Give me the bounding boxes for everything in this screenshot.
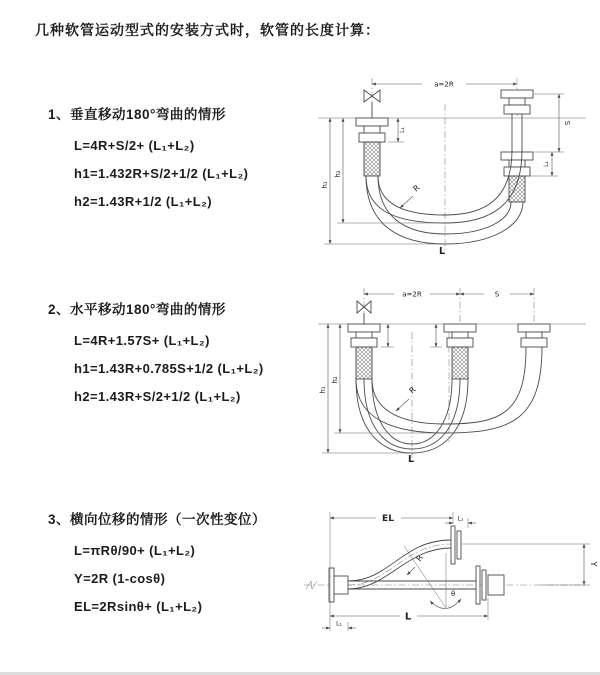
dim-label-h2: h₂ [334, 170, 342, 178]
dim-label-r: R [411, 183, 422, 194]
dim-label-l1-left: L₁ [336, 620, 342, 628]
formula-line: L=πRθ/90+ (L₁+L₂) [74, 543, 196, 558]
hose-s-curve [348, 540, 451, 589]
dim-label-s: S [563, 120, 571, 126]
dim-label-theta: θ [451, 590, 456, 598]
dim-label-l1-left: L₁ [399, 127, 406, 133]
diagram-3-drawing [300, 498, 598, 643]
dim-label-l: L [439, 246, 446, 257]
hose-curves [366, 150, 523, 244]
angle-line [404, 546, 446, 608]
section-heading-3: 3、横向位移的情形（一次性变位） [48, 512, 267, 527]
formula-line: Y=2R (1-cosθ) [74, 571, 166, 586]
dim-label-r: R [407, 385, 418, 396]
dim-label-s: S [494, 290, 500, 299]
dim-label-l1-top: L₁ [457, 515, 464, 523]
formula-line: L=4R+S/2+ (L₁+L₂) [74, 138, 195, 153]
dim-label-r: R [414, 553, 426, 564]
dim-label-h1: h₁ [321, 181, 329, 189]
diagram-horizontal-180-bend [312, 282, 592, 464]
formula-block-1 [74, 132, 248, 216]
formula-block-2 [74, 327, 264, 411]
flange-connector-right-upper [501, 90, 533, 152]
formula-line: L=4R+1.57S+ (L₁+L₂) [74, 333, 210, 348]
section-heading-2: 2、水平移动180°弯曲的情形 [48, 302, 226, 317]
dim-label-h2: h₂ [331, 376, 339, 384]
dim-label-el: EL [382, 514, 394, 524]
diagram-2-drawing [312, 282, 592, 464]
flange-connector-right-lower [501, 152, 533, 202]
formula-line: h1=1.432R+S/2+1/2 (L₁+L₂) [74, 166, 249, 181]
flange-connector-right [518, 324, 550, 347]
diagram-lateral-displacement [300, 498, 598, 643]
radius-arrow [396, 399, 409, 411]
radius-arrow [400, 196, 413, 208]
formula-line: h2=1.43R+1/2 (L₁+L₂) [74, 194, 213, 209]
flange-connector-left [329, 568, 348, 602]
diagram-vertical-180-bend [312, 70, 592, 258]
dim-label-h1: h₁ [319, 386, 327, 394]
flange-connector-left [348, 324, 380, 379]
section-lateral-displacement [48, 508, 266, 621]
section-heading-1: 1、垂直移动180°弯曲的情形 [48, 107, 226, 122]
dim-label-l1-right: L₁ [543, 161, 550, 167]
section-horizontal-movement [48, 298, 264, 411]
radius-arrow [407, 567, 415, 575]
formula-line: h2=1.43R+S/2+1/2 (L₁+L₂) [74, 389, 241, 404]
dim-label-a2r: a=2R [434, 80, 454, 89]
flange-connector-right [476, 566, 504, 604]
dim-label-a2r: a=2R [402, 290, 422, 299]
diagram-1-drawing [312, 70, 592, 258]
dim-label-l: L [408, 454, 415, 465]
section-vertical-movement [48, 103, 248, 216]
formula-block-3 [74, 537, 266, 621]
formula-line: h1=1.43R+0.785S+1/2 (L₁+L₂) [74, 361, 264, 376]
page-title: 几种软管运动型式的安装方式时，软管的长度计算： [35, 22, 380, 38]
dim-label-l: L [404, 611, 412, 623]
formula-line: EL=2Rsinθ+ (L₁+L₂) [74, 599, 203, 614]
dim-label-y: Y [589, 561, 598, 567]
flange-connector-upper [451, 526, 461, 564]
flange-connector-left [356, 118, 388, 176]
